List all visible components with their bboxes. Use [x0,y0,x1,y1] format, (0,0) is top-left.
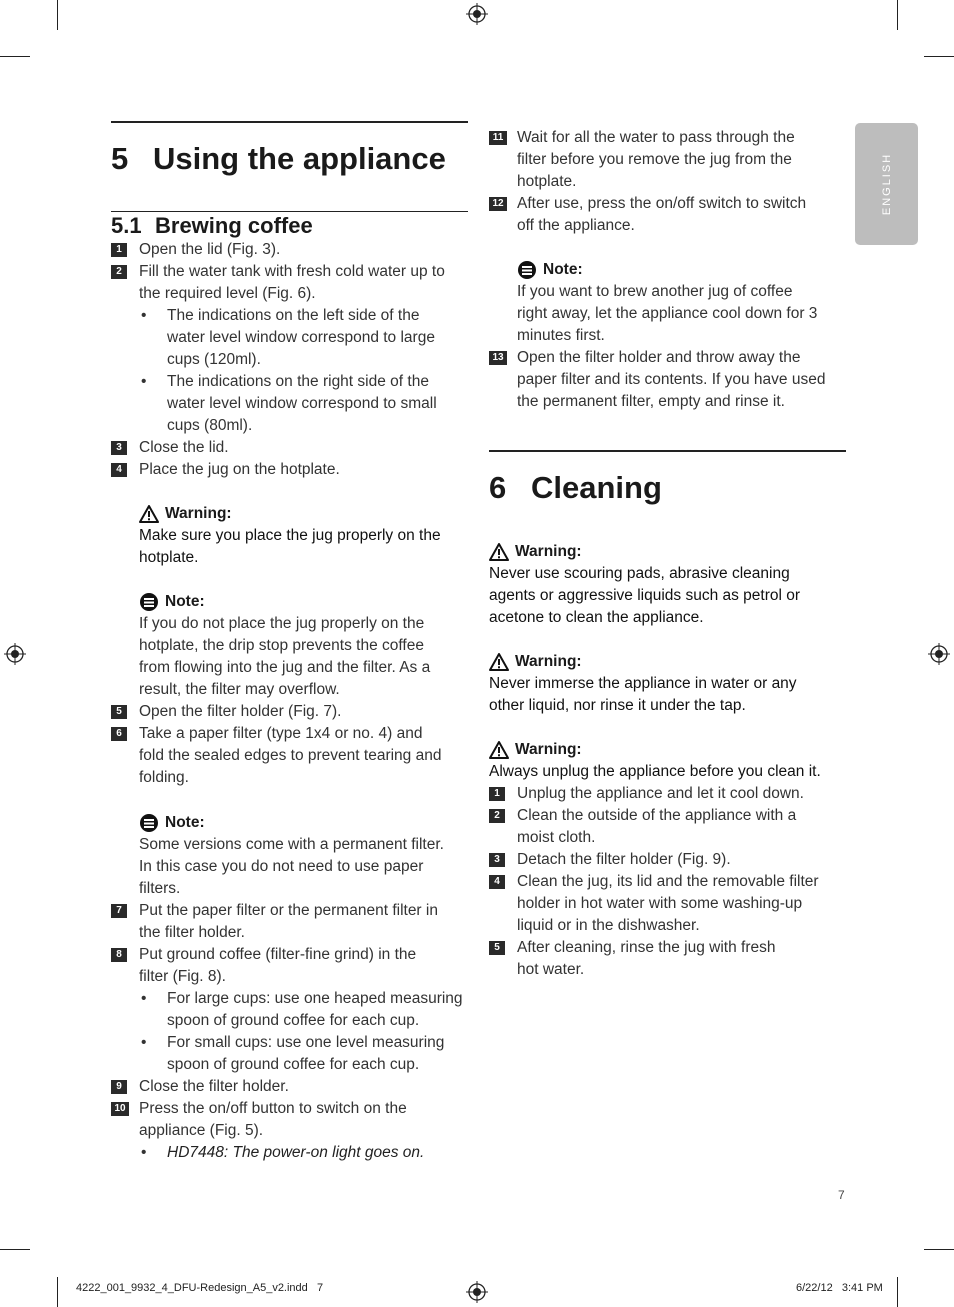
note-text: hotplate, the drip stop prevents the coffee [139,637,424,654]
cleaning-step-1: 1 Unplug the appliance and let it cool down. [489,783,846,805]
bullet-line: spoon of ground coffee for each cup. [167,1012,420,1029]
warning-label: Warning: [111,503,468,525]
step-12-line: off the appliance. [517,217,635,234]
step-number: 12 [489,197,507,211]
warning-text: hotplate. [139,549,199,566]
step-2-line: the required level (Fig. 6). [139,285,316,302]
cleaning-step-2: 2 Clean the outside of the appliance with a [489,805,846,827]
step-10-line: appliance (Fig. 5). [139,1122,264,1139]
note-text: from flowing into the jug and the filter. As a [139,659,431,676]
crop-mark-tr-v [897,0,898,30]
step-8-line: filter (Fig. 8). [139,968,226,985]
step-number: 5 [111,705,127,719]
note-icon [139,592,159,612]
bullet-item: • For small cups: use one level measuring [141,1034,445,1051]
step-13-line: the permanent filter, empty and rinse it. [517,393,785,410]
step-7: 7 Put the paper filter or the permanent filter in [111,900,468,922]
registration-mark-icon [928,643,950,665]
warning-text: agents or aggressive liquids such as petrol or [489,586,801,604]
step-6-line: folding. [139,769,189,786]
cleaning-step-4-line: liquid or in the dishwasher. [517,916,700,934]
step-9: 9 Close the filter holder. [111,1076,468,1098]
step-number: 1 [111,243,127,257]
note-icon [139,813,159,833]
cleaning-step-3: 3 Detach the filter holder (Fig. 9). [489,849,846,871]
note-text: result, the filter may overflow. [139,681,340,698]
warning-label: Warning: [489,541,846,563]
chapter-6-title: 6 Cleaning [489,469,662,505]
warning-text: Make sure you place the jug properly on the [139,527,441,544]
bullet-line: spoon of ground coffee for each cup. [167,1056,420,1073]
bullet-line: water level window correspond to small [167,395,437,412]
note-text: filters. [139,880,181,897]
bullet-item: • For large cups: use one heaped measuring [141,990,463,1007]
crop-mark-tr-h [924,56,954,57]
warning-triangle-icon [489,740,509,760]
warning-text: Never use scouring pads, abrasive cleaning [489,564,790,582]
step-number: 2 [489,809,505,823]
step-number: 6 [111,727,127,741]
cleaning-step-5: 5 After cleaning, rinse the jug with fresh [489,937,846,959]
step-3: 3 Close the lid. [111,437,468,459]
note-text: minutes first. [517,327,605,344]
step-6-line: fold the sealed edges to prevent tearing and [139,747,442,764]
page-number: 7 [838,1188,845,1202]
note-label: Note: [489,259,846,281]
chapter-5-title: 5 Using the appliance [111,141,446,176]
note-text: In this case you do not need to use paper [139,858,424,875]
cleaning-step-5-line: hot water. [517,960,585,978]
warning-triangle-icon [139,504,159,524]
step-number: 4 [111,463,127,477]
step-13-line: paper filter and its contents. If you have used [517,371,826,388]
warning-text: acetone to clean the appliance. [489,608,704,626]
step-number: 3 [489,853,505,867]
registration-mark-icon [466,1281,488,1303]
step-number: 11 [489,131,507,145]
chapter-rule [489,450,846,452]
right-column [489,127,846,981]
cleaning-step-4-line: holder in hot water with some washing-up [517,894,803,912]
step-8: 8 Put ground coffee (filter-fine grind) in the [111,944,468,966]
crop-mark-bl-v [57,1277,58,1307]
step-13: 13 Open the filter holder and throw away the [489,347,846,369]
note-text: If you do not place the jug properly on the [139,615,425,632]
bullet-line: cups (120ml). [167,351,261,368]
step-11-line: filter before you remove the jug from the [517,151,792,168]
warning-label: Warning: [489,651,846,673]
crop-mark-tl-h [0,56,30,57]
step-number: 3 [111,441,127,455]
warning-label: Warning: [489,739,846,761]
warning-text: Always unplug the appliance before you clean it. [489,762,821,780]
step-11-line: hotplate. [517,173,577,190]
step-number: 9 [111,1080,127,1094]
warning-triangle-icon [489,652,509,672]
step-1: 1 Open the lid (Fig. 3). [111,239,468,261]
note-label: Note: [111,591,468,613]
note-text: If you want to brew another jug of coffee [517,283,793,300]
step-number: 7 [111,904,127,918]
crop-mark-br-h [924,1249,954,1250]
step-number: 4 [489,875,505,889]
bullet-item: • The indications on the left side of the [141,307,420,324]
crop-mark-tl-v [57,0,58,30]
step-4: 4 Place the jug on the hotplate. [111,459,468,481]
section-rule [111,211,468,212]
bullet-item: • The indications on the right side of the [141,373,429,390]
step-2: 2 Fill the water tank with fresh cold water up to [111,261,468,283]
warning-triangle-icon [489,542,509,562]
language-tab [855,123,918,245]
crop-mark-bl-h [0,1249,30,1250]
chapter-rule [111,121,468,123]
section-5-1-title: 5.1 Brewing coffee [111,213,313,238]
step-7-line: the filter holder. [139,924,245,941]
note-text: right away, let the appliance cool down for 3 [517,305,818,322]
cleaning-step-2-line: moist cloth. [517,828,596,846]
registration-mark-icon [4,643,26,665]
step-number: 8 [111,948,127,962]
registration-mark-icon [466,3,488,25]
bullet-line: cups (80ml). [167,417,253,434]
note-label: Note: [111,812,468,834]
slug-file-info: 4222_001_9932_4_DFU-Redesign_A5_v2.indd 7 [76,1282,324,1294]
warning-text: Never immerse the appliance in water or any [489,674,797,692]
step-number: 13 [489,351,507,365]
step-number: 5 [489,941,505,955]
cleaning-step-4: 4 Clean the jug, its lid and the removable filter [489,871,846,893]
left-column [111,121,468,1164]
step-number: 1 [489,787,505,801]
step-12: 12 After use, press the on/off switch to switch [489,193,846,215]
warning-text: other liquid, nor rinse it under the tap. [489,696,746,714]
crop-mark-br-v [897,1277,898,1307]
step-10: 10 Press the on/off button to switch on the [111,1098,468,1120]
step-number: 2 [111,265,127,279]
slug-date-time: 6/22/12 3:41 PM [796,1282,883,1294]
language-tab-label: ENGLISH [880,152,893,216]
step-number: 10 [111,1102,129,1116]
step-6: 6 Take a paper filter (type 1x4 or no. 4) and [111,723,468,745]
step-5: 5 Open the filter holder (Fig. 7). [111,701,468,723]
bullet-item: • HD7448: The power-on light goes on. [141,1144,425,1161]
bullet-line: water level window correspond to large [167,329,435,346]
note-text: Some versions come with a permanent filter. [139,836,444,853]
step-11: 11 Wait for all the water to pass through the [489,127,846,149]
note-icon [517,260,537,280]
